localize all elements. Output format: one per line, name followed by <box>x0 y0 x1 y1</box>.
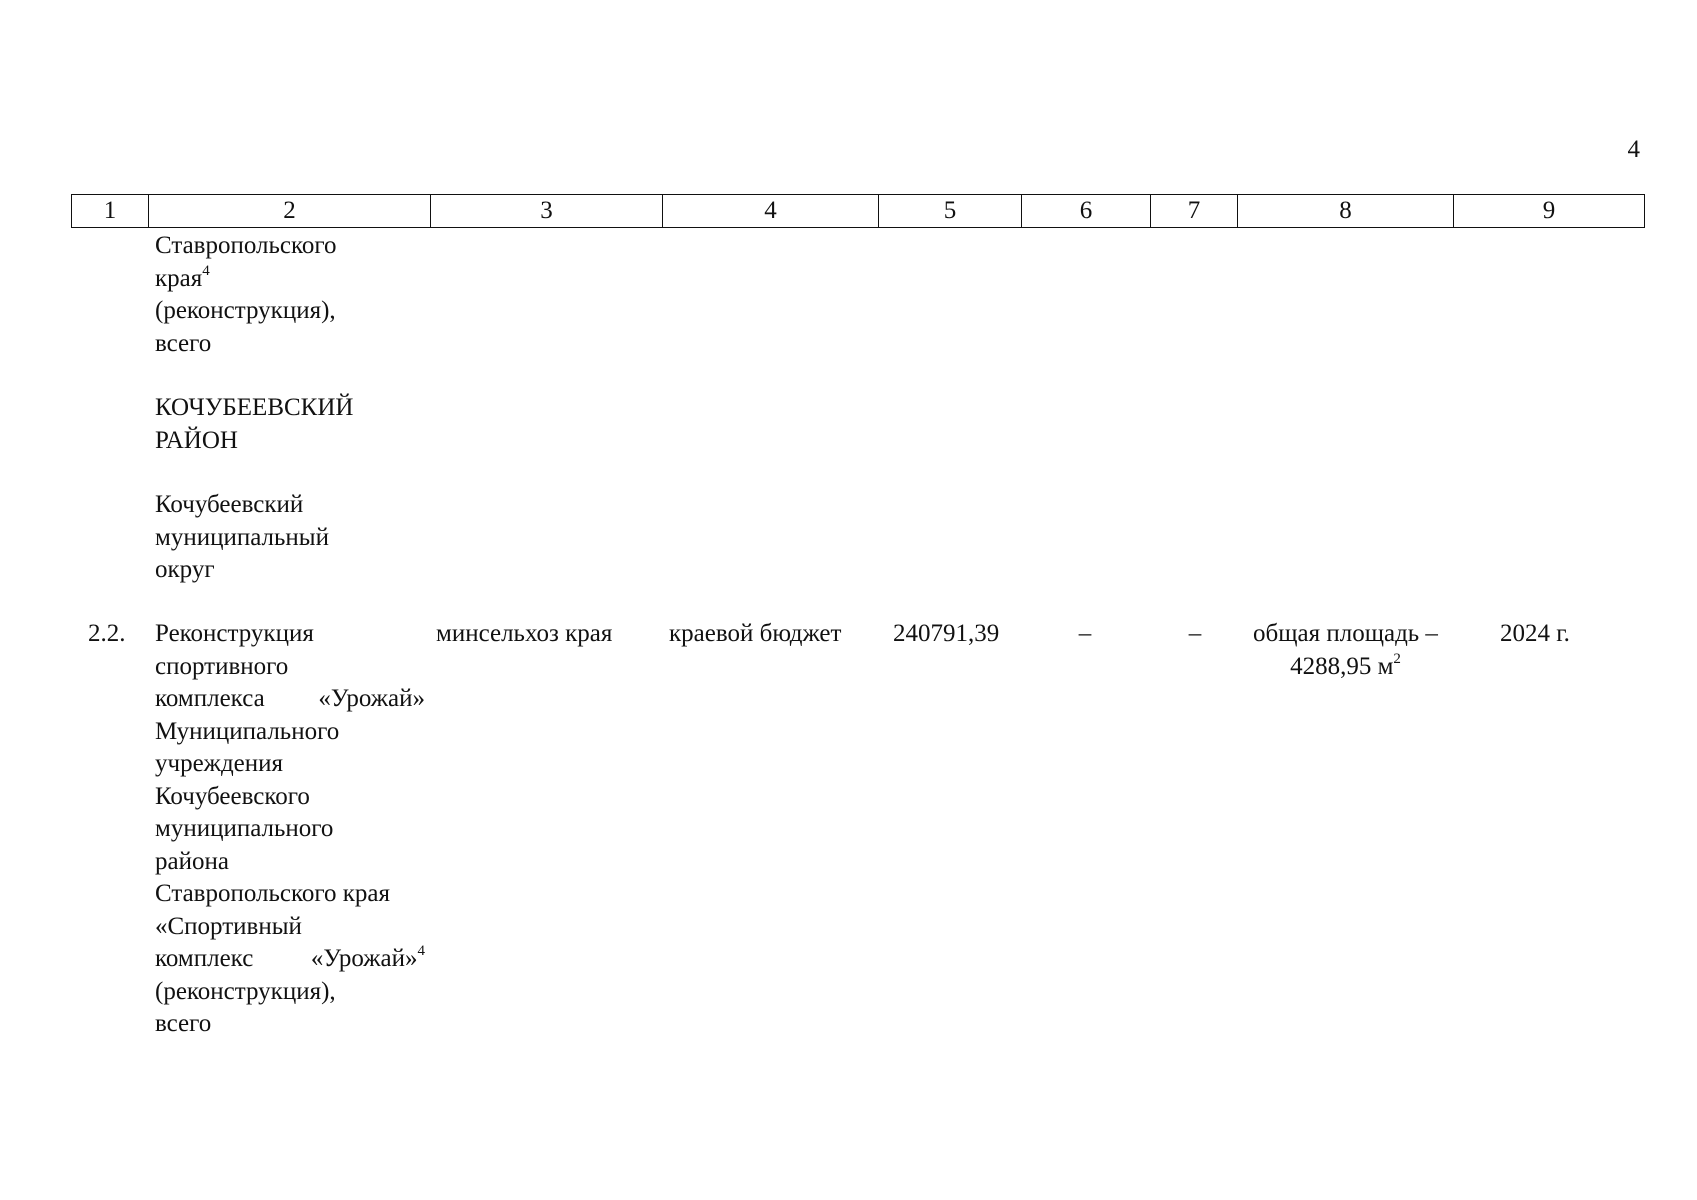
text-line: КОЧУБЕЕВСКИЙ <box>155 394 354 421</box>
footnote-mark: 4 <box>202 262 210 279</box>
header-col-7: 7 <box>1151 195 1238 228</box>
area-cell <box>1238 618 1453 683</box>
header-col-1: 1 <box>72 195 149 228</box>
text-line: муниципального <box>155 815 334 842</box>
text-span: края <box>155 264 203 292</box>
text-line: округ <box>155 556 215 583</box>
text-line: «Спортивный <box>155 912 302 940</box>
year-cell: 2024 г. <box>1500 620 1570 647</box>
object-name <box>155 618 425 1041</box>
text-line: Реконструкция <box>155 620 314 647</box>
text-line: общая площадь – <box>1253 620 1438 647</box>
header-col-8: 8 <box>1238 195 1454 228</box>
header-col-6: 6 <box>1022 195 1151 228</box>
text-line: Ставропольского <box>155 232 337 259</box>
text-span: комплекса <box>155 685 265 712</box>
text-span: комплекс <box>155 945 254 972</box>
customer-cell: минсельхоз края <box>436 620 613 647</box>
col6-cell: – <box>1078 620 1092 647</box>
header-col-5: 5 <box>879 195 1022 228</box>
superscript: 2 <box>1393 650 1401 667</box>
header-col-4: 4 <box>663 195 879 228</box>
text-line: учреждения <box>155 750 284 777</box>
text-line: Муниципального <box>155 717 340 745</box>
column-number-header <box>71 194 1645 228</box>
header-col-9: 9 <box>1454 195 1645 228</box>
text-line: Кочубеевского <box>155 782 310 810</box>
text-span: «Урожай» <box>318 685 425 712</box>
municipality-heading <box>155 489 329 587</box>
text-line <box>155 263 337 296</box>
text-line <box>155 683 425 716</box>
header-col-2: 2 <box>149 195 431 228</box>
row-number: 2.2. <box>88 620 126 647</box>
text-line: (реконструкция), <box>155 977 336 1005</box>
text-line: (реконструкция), <box>155 297 336 324</box>
text-line: муниципальный <box>155 523 329 551</box>
text-line: Кочубеевский <box>155 491 304 518</box>
col7-cell: – <box>1188 620 1202 647</box>
text-line: всего <box>155 329 212 357</box>
amount-cell: 240791,39 <box>893 620 1000 647</box>
text-span <box>311 943 425 976</box>
text-span: 4288,95 м <box>1290 652 1394 680</box>
text-line: района <box>155 847 229 875</box>
continuation-text <box>155 230 337 360</box>
text-line: Ставропольского края <box>155 880 390 907</box>
text-line <box>155 943 425 976</box>
district-heading <box>155 392 353 457</box>
text-line: РАЙОН <box>155 426 238 454</box>
text-line: всего <box>155 1010 212 1037</box>
page-number: 4 <box>1627 136 1640 163</box>
text-line <box>1238 651 1453 684</box>
text-span: «Урожай» <box>310 945 418 972</box>
header-col-3: 3 <box>431 195 663 228</box>
text-line: спортивного <box>155 652 289 680</box>
header-row <box>72 195 1645 228</box>
footnote-mark: 4 <box>417 943 425 959</box>
funding-source-cell: краевой бюджет <box>669 620 842 647</box>
